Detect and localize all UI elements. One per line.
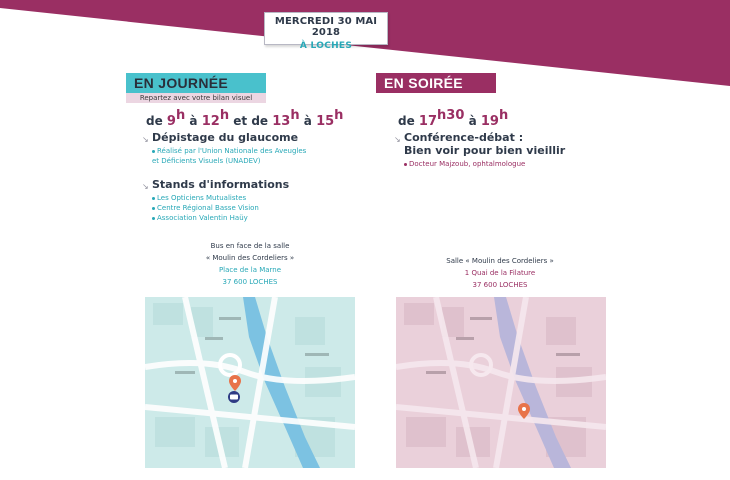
evening-hours: de $17^{h30}$ à 19$^h$	[398, 108, 509, 129]
arrow-icon: ↘	[142, 182, 149, 191]
arrow-icon: ↘	[394, 135, 401, 144]
evening-address: Salle « Moulin des Cordeliers » 1 Quai de la Filature 37 600 LOCHES	[446, 257, 554, 289]
day-hours: de 9$^h$ à 12$^h$ et de 13$^h$ à 15$^h$	[146, 108, 344, 129]
evening-item-conference: ↘ Conférence-débat : Bien voir pour bien vieillir Docteur Majzoub, ophtalmologue	[394, 131, 566, 168]
map-evening[interactable]	[396, 297, 606, 468]
date-box	[264, 12, 388, 51]
arrow-icon: ↘	[142, 135, 149, 144]
event-date: MERCREDI 30 MAI 2018	[274, 16, 378, 38]
map-day[interactable]	[145, 297, 355, 468]
bus-icon	[228, 391, 240, 403]
evening-badge: EN SOIRÉE	[376, 73, 496, 93]
day-item-glaucome: ↘ Dépistage du glaucome Réalisé par l'Union Nationale des Aveugles et Déficients Visuels (UNADEV)	[142, 131, 307, 165]
event-place: À LOCHES	[299, 41, 353, 51]
day-badge: EN JOURNÉE	[126, 73, 266, 93]
day-item-stands: ↘ Stands d'informations Les Opticiens Mutualistes Centre Régional Basse Vision Association Valentin Haüy	[142, 178, 290, 222]
day-subtitle: Repartez avec votre bilan visuel	[126, 93, 266, 103]
day-address: Bus en face de la salle « Moulin des Cordeliers » Place de la Marne 37 600 LOCHES	[205, 242, 295, 286]
